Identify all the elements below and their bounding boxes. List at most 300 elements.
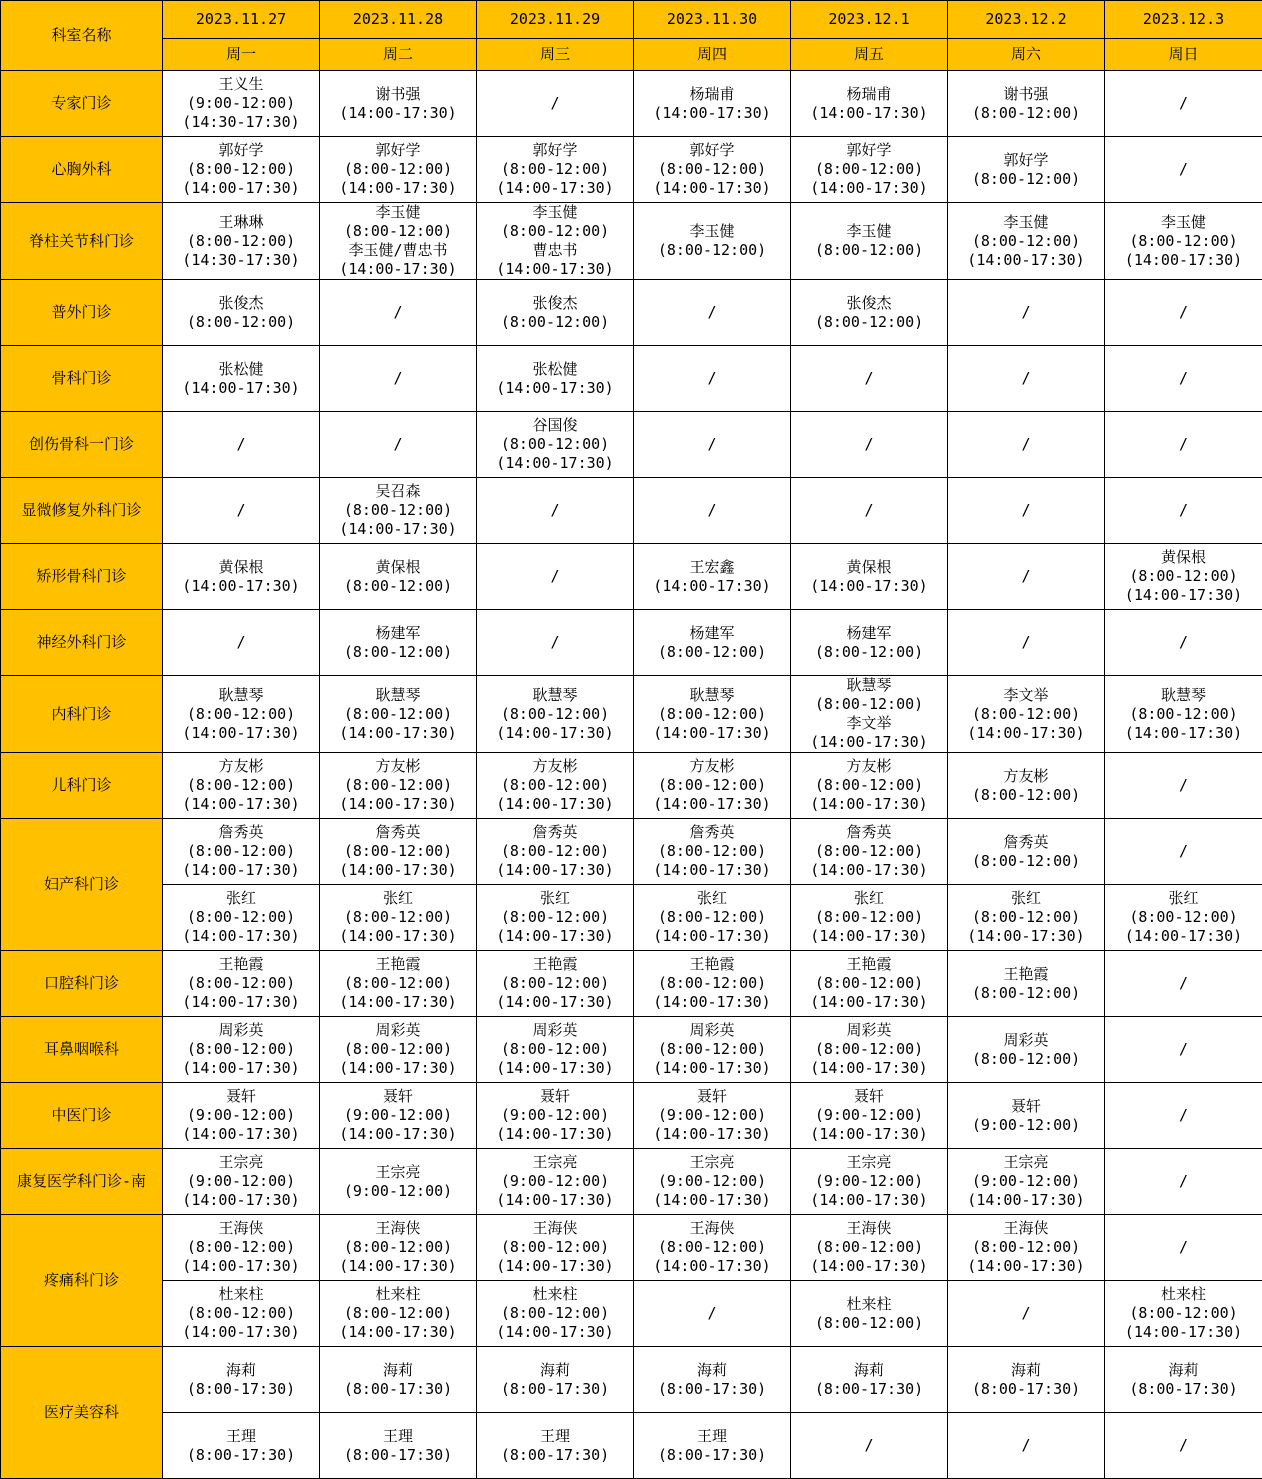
- doctor-or-empty-text: /: [948, 303, 1104, 322]
- schedule-cell: [477, 71, 634, 137]
- table-row: [1, 1347, 1262, 1413]
- weekday-header: 周六: [948, 39, 1105, 71]
- doctor-or-empty-text: 郭好学: [948, 151, 1104, 170]
- cell-line-text: (14:00-17:30): [163, 724, 319, 743]
- table-row: [1, 1215, 1262, 1281]
- cell-line-text: (14:00-17:30): [1105, 1323, 1262, 1342]
- cell-line-text: (8:00-12:00): [948, 705, 1104, 724]
- doctor-or-empty-text: /: [1105, 842, 1262, 861]
- doctor-or-empty-text: /: [1105, 501, 1262, 520]
- cell-line-text: (8:00-12:00): [477, 1304, 633, 1323]
- doctor-or-empty-text: 方友彬: [948, 767, 1104, 786]
- cell-line-text: (8:00-12:00): [791, 1238, 947, 1257]
- cell-line-text: (8:00-12:00): [791, 643, 947, 662]
- doctor-or-empty-text: 杨瑞甫: [634, 85, 790, 104]
- schedule-cell: [791, 280, 948, 346]
- cell-line-text: (14:00-17:30): [320, 104, 476, 123]
- doctor-or-empty-text: /: [1105, 160, 1262, 179]
- cell-line-text: (14:00-17:30): [320, 724, 476, 743]
- cell-line-text: (8:00-12:00): [791, 695, 947, 714]
- schedule-cell: [634, 951, 791, 1017]
- doctor-or-empty-text: /: [791, 435, 947, 454]
- schedule-cell: [320, 137, 477, 203]
- cell-line-text: (8:00-17:30): [163, 1380, 319, 1399]
- doctor-or-empty-text: 王宗亮: [791, 1153, 947, 1172]
- doctor-or-empty-text: 王海侠: [477, 1219, 633, 1238]
- schedule-cell: [320, 676, 477, 753]
- doctor-or-empty-text: /: [477, 567, 633, 586]
- cell-line-text: (14:00-17:30): [948, 1257, 1104, 1276]
- cell-line-text: (14:00-17:30): [634, 993, 790, 1012]
- schedule-cell: [163, 1347, 320, 1413]
- schedule-cell: [948, 951, 1105, 1017]
- cell-line-text: (14:00-17:30): [477, 1323, 633, 1342]
- schedule-cell: [477, 885, 634, 951]
- table-row: [1, 137, 1262, 203]
- schedule-cell: [163, 544, 320, 610]
- cell-line-text: (8:00-12:00): [948, 232, 1104, 251]
- schedule-cell: [948, 346, 1105, 412]
- cell-line-text: (14:00-17:30): [791, 179, 947, 198]
- schedule-cell: [477, 1017, 634, 1083]
- cell-line-text: (14:00-17:30): [791, 993, 947, 1012]
- doctor-or-empty-text: 詹秀英: [163, 823, 319, 842]
- schedule-cell: [320, 1215, 477, 1281]
- cell-line-text: (8:00-12:00): [477, 160, 633, 179]
- doctor-or-empty-text: 张红: [320, 889, 476, 908]
- cell-line-text: (8:00-12:00): [320, 908, 476, 927]
- table-row: [1, 478, 1262, 544]
- doctor-or-empty-text: 海莉: [948, 1361, 1104, 1380]
- cell-line-text: (8:00-12:00): [634, 776, 790, 795]
- cell-line-text: (8:00-12:00): [791, 776, 947, 795]
- doctor-or-empty-text: 郭好学: [791, 141, 947, 160]
- schedule-cell: [163, 1281, 320, 1347]
- schedule-cell: [634, 885, 791, 951]
- schedule-cell: [477, 610, 634, 676]
- cell-line-text: (8:00-12:00): [163, 232, 319, 251]
- cell-line-text: (14:00-17:30): [634, 1059, 790, 1078]
- doctor-or-empty-text: /: [1105, 94, 1262, 113]
- doctor-or-empty-text: 周彩英: [320, 1021, 476, 1040]
- doctor-or-empty-text: /: [1105, 1436, 1262, 1455]
- schedule-cell: [320, 346, 477, 412]
- doctor-or-empty-text: 张俊杰: [477, 294, 633, 313]
- cell-line-text: (8:00-12:00): [634, 842, 790, 861]
- department-name: 骨科门诊: [1, 346, 163, 412]
- weekday-header: 周三: [477, 39, 634, 71]
- cell-line-text: (14:00-17:30): [791, 1059, 947, 1078]
- schedule-cell: [163, 610, 320, 676]
- cell-line-text: (14:00-17:30): [634, 861, 790, 880]
- department-name: 普外门诊: [1, 280, 163, 346]
- schedule-cell: [320, 1413, 477, 1479]
- doctor-or-empty-text: 王海侠: [948, 1219, 1104, 1238]
- doctor-or-empty-text: 张松健: [163, 360, 319, 379]
- schedule-cell: [634, 1413, 791, 1479]
- department-name: 神经外科门诊: [1, 610, 163, 676]
- doctor-or-empty-text: 张红: [477, 889, 633, 908]
- cell-line-text: (8:00-12:00): [634, 643, 790, 662]
- cell-line-text: (9:00-12:00): [163, 1106, 319, 1125]
- doctor-or-empty-text: 王宗亮: [320, 1163, 476, 1182]
- schedule-cell: [948, 885, 1105, 951]
- cell-line-text: (8:00-12:00): [320, 842, 476, 861]
- schedule-cell: [163, 1149, 320, 1215]
- cell-line-text: (8:00-12:00): [477, 705, 633, 724]
- doctor-or-empty-text: 李玉健: [320, 203, 476, 222]
- doctor-or-empty-text: 周彩英: [791, 1021, 947, 1040]
- department-name: 口腔科门诊: [1, 951, 163, 1017]
- schedule-cell: [634, 478, 791, 544]
- table-row: [1, 1281, 1262, 1347]
- schedule-cell: [163, 885, 320, 951]
- doctor-or-empty-text: 李玉健: [791, 222, 947, 241]
- cell-line-text: (8:00-12:00): [163, 1040, 319, 1059]
- doctor-or-empty-text: 聂轩: [634, 1087, 790, 1106]
- doctor-or-empty-text: 周彩英: [477, 1021, 633, 1040]
- table-row: [1, 203, 1262, 280]
- table-row: [1, 676, 1262, 753]
- schedule-cell: [320, 819, 477, 885]
- doctor-or-empty-text: 张红: [163, 889, 319, 908]
- cell-line-text: (14:00-17:30): [1105, 927, 1262, 946]
- cell-line-text: (8:00-12:00): [477, 974, 633, 993]
- cell-line-text: (8:00-12:00): [477, 222, 633, 241]
- doctor-or-empty-text: 张红: [634, 889, 790, 908]
- table-row: [1, 1017, 1262, 1083]
- schedule-cell: [634, 610, 791, 676]
- doctor-or-empty-text: 王海侠: [791, 1219, 947, 1238]
- cell-line-text: (8:00-17:30): [320, 1446, 476, 1465]
- cell-line-text: (14:00-17:30): [791, 795, 947, 814]
- doctor-or-empty-text: /: [791, 369, 947, 388]
- doctor-or-empty-text: /: [320, 369, 476, 388]
- cell-line-text: (8:00-12:00): [320, 222, 476, 241]
- doctor-or-empty-text: 王琳琳: [163, 213, 319, 232]
- schedule-cell: [1105, 71, 1262, 137]
- table-row: [1, 885, 1262, 951]
- cell-line-text: (14:00-17:30): [320, 795, 476, 814]
- schedule-cell: [791, 1083, 948, 1149]
- schedule-cell: [791, 1149, 948, 1215]
- cell-line-text: (14:00-17:30): [163, 1323, 319, 1342]
- cell-line-text: (8:00-17:30): [1105, 1380, 1262, 1399]
- cell-line-text: (14:00-17:30): [948, 724, 1104, 743]
- doctor-or-empty-text: 李玉健: [1105, 213, 1262, 232]
- doctor-or-empty-text: 詹秀英: [948, 833, 1104, 852]
- doctor-or-empty-text: 杨瑞甫: [791, 85, 947, 104]
- schedule-cell: [634, 280, 791, 346]
- cell-line-text: (14:00-17:30): [791, 927, 947, 946]
- cell-line-text: (8:00-12:00): [320, 705, 476, 724]
- cell-line-text: (14:00-17:30): [163, 1191, 319, 1210]
- schedule-cell: [634, 412, 791, 478]
- doctor-or-empty-text: /: [320, 435, 476, 454]
- doctor-or-empty-text: 杨建军: [320, 624, 476, 643]
- cell-line-text: (14:00-17:30): [634, 1257, 790, 1276]
- department-name: 疼痛科门诊: [1, 1215, 163, 1347]
- schedule-cell: [477, 280, 634, 346]
- cell-line-text: (8:00-12:00): [320, 160, 476, 179]
- doctor-or-empty-text: /: [948, 1304, 1104, 1323]
- cell-line-text: (8:00-17:30): [791, 1380, 947, 1399]
- cell-line-text: (14:00-17:30): [320, 260, 476, 279]
- doctor-or-empty-text: 詹秀英: [791, 823, 947, 842]
- cell-line-text: (14:00-17:30): [163, 993, 319, 1012]
- doctor-or-empty-text: 耿慧琴: [320, 686, 476, 705]
- schedule-cell: [948, 819, 1105, 885]
- schedule-cell: [477, 1347, 634, 1413]
- cell-line-text: (8:00-17:30): [634, 1380, 790, 1399]
- cell-line-text: (14:00-17:30): [1105, 724, 1262, 743]
- schedule-cell: [948, 1413, 1105, 1479]
- schedule-cell: [163, 1413, 320, 1479]
- schedule-cell: [634, 819, 791, 885]
- cell-line-text: (14:00-17:30): [477, 795, 633, 814]
- schedule-cell: [477, 1083, 634, 1149]
- doctor-or-empty-text: 王艳霞: [634, 955, 790, 974]
- schedule-cell: [320, 1017, 477, 1083]
- cell-line-text: (8:00-12:00): [948, 170, 1104, 189]
- doctor-or-empty-text: /: [948, 567, 1104, 586]
- schedule-cell: [948, 412, 1105, 478]
- cell-line-text: (8:00-12:00): [791, 1314, 947, 1333]
- doctor-or-empty-text: 海莉: [634, 1361, 790, 1380]
- cell-line-text: (14:00-17:30): [477, 1125, 633, 1144]
- cell-line-text: (14:00-17:30): [320, 1125, 476, 1144]
- schedule-cell: [320, 1281, 477, 1347]
- cell-line-text: (8:00-12:00): [634, 1040, 790, 1059]
- doctor-or-empty-text: 谢书强: [948, 85, 1104, 104]
- schedule-cell: [163, 478, 320, 544]
- cell-line-text: (9:00-12:00): [477, 1106, 633, 1125]
- schedule-cell: [477, 544, 634, 610]
- schedule-cell: [1105, 1281, 1262, 1347]
- schedule-cell: [163, 1017, 320, 1083]
- schedule-cell: [791, 203, 948, 280]
- doctor-or-empty-text: 耿慧琴: [477, 686, 633, 705]
- doctor-or-empty-text: /: [1105, 974, 1262, 993]
- schedule-cell: [634, 753, 791, 819]
- schedule-cell: [1105, 951, 1262, 1017]
- schedule-cell: [948, 71, 1105, 137]
- schedule-cell: [1105, 137, 1262, 203]
- cell-line-text: (8:00-17:30): [320, 1380, 476, 1399]
- schedule-cell: [1105, 1083, 1262, 1149]
- doctor-or-empty-text: /: [791, 501, 947, 520]
- cell-line-text: (8:00-12:00): [948, 1238, 1104, 1257]
- department-name: 中医门诊: [1, 1083, 163, 1149]
- cell-line-text: (8:00-12:00): [477, 1040, 633, 1059]
- cell-line-text: (14:00-17:30): [634, 1191, 790, 1210]
- doctor-or-empty-text: /: [320, 303, 476, 322]
- doctor-or-empty-text: /: [948, 435, 1104, 454]
- doctor-or-empty-text: 郭好学: [320, 141, 476, 160]
- doctor-or-empty-text: /: [1105, 1238, 1262, 1257]
- department-name: 心胸外科: [1, 137, 163, 203]
- cell-line-text: (8:00-12:00): [163, 908, 319, 927]
- cell-line-text: (14:00-17:30): [477, 993, 633, 1012]
- schedule-cell: [791, 951, 948, 1017]
- doctor-or-empty-text: /: [634, 1304, 790, 1323]
- schedule-cell: [948, 203, 1105, 280]
- table-row: [1, 71, 1262, 137]
- schedule-cell: [163, 412, 320, 478]
- cell-line-text: (8:00-12:00): [163, 160, 319, 179]
- schedule-cell: [634, 1149, 791, 1215]
- doctor-or-empty-text: 黄保根: [320, 558, 476, 577]
- doctor-or-empty-text: 杜来柱: [1105, 1285, 1262, 1304]
- schedule-cell: [791, 753, 948, 819]
- cell-line-text: (8:00-12:00): [320, 974, 476, 993]
- doctor-or-empty-text: 方友彬: [477, 757, 633, 776]
- doctor-or-empty-text: /: [1105, 776, 1262, 795]
- schedule-cell: [163, 280, 320, 346]
- cell-line-text: (9:00-12:00): [163, 94, 319, 113]
- schedule-cell: [948, 1281, 1105, 1347]
- cell-line-text: (14:00-17:30): [791, 1125, 947, 1144]
- department-name: 耳鼻咽喉科: [1, 1017, 163, 1083]
- schedule-cell: [1105, 610, 1262, 676]
- doctor-or-empty-text: 耿慧琴: [791, 676, 947, 695]
- schedule-cell: [791, 1281, 948, 1347]
- schedule-cell: [791, 610, 948, 676]
- schedule-cell: [634, 1017, 791, 1083]
- schedule-cell: [948, 137, 1105, 203]
- date-header: 2023.12.1: [791, 1, 948, 39]
- cell-line-text: (14:00-17:30): [948, 251, 1104, 270]
- cell-line-text: (8:00-12:00): [1105, 705, 1262, 724]
- schedule-cell: [948, 1347, 1105, 1413]
- cell-line-text: (14:00-17:30): [320, 520, 476, 539]
- cell-line-text: (14:00-17:30): [163, 1125, 319, 1144]
- cell-line-text: (14:00-17:30): [791, 1257, 947, 1276]
- cell-line-text: (14:00-17:30): [477, 454, 633, 473]
- cell-line-text: (8:00-12:00): [477, 1238, 633, 1257]
- schedule-cell: [163, 1215, 320, 1281]
- doctor-or-empty-text: 王宗亮: [948, 1153, 1104, 1172]
- date-header-row: [1, 1, 1262, 39]
- doctor-or-empty-text: /: [477, 94, 633, 113]
- cell-line-text: (8:00-12:00): [634, 241, 790, 260]
- cell-line-text: (14:00-17:30): [477, 927, 633, 946]
- cell-line-text: (14:00-17:30): [163, 1257, 319, 1276]
- weekday-header: 周四: [634, 39, 791, 71]
- schedule-cell: [1105, 478, 1262, 544]
- doctor-or-empty-text: /: [948, 633, 1104, 652]
- schedule-cell: [320, 1347, 477, 1413]
- cell-line-text: (14:00-17:30): [634, 179, 790, 198]
- table-row: [1, 544, 1262, 610]
- doctor-or-empty-text: 李玉健: [948, 213, 1104, 232]
- doctor-or-empty-text: 王艳霞: [477, 955, 633, 974]
- doctor-or-empty-text: 海莉: [320, 1361, 476, 1380]
- cell-line-text: (14:00-17:30): [634, 927, 790, 946]
- doctor-or-empty-text: 王艳霞: [791, 955, 947, 974]
- schedule-cell: [320, 280, 477, 346]
- cell-line-text: (14:00-17:30): [320, 927, 476, 946]
- schedule-cell: [948, 1083, 1105, 1149]
- doctor-or-empty-text: 郭好学: [163, 141, 319, 160]
- weekday-header: 周一: [163, 39, 320, 71]
- cell-line-text: (8:00-12:00): [791, 241, 947, 260]
- schedule-cell: [1105, 346, 1262, 412]
- cell-line-text: (14:00-17:30): [948, 1191, 1104, 1210]
- doctor-or-empty-text: /: [1105, 1172, 1262, 1191]
- cell-line-text: (8:00-12:00): [791, 908, 947, 927]
- date-header: 2023.11.29: [477, 1, 634, 39]
- doctor-or-empty-text: 李文举: [948, 686, 1104, 705]
- department-name: 医疗美容科: [1, 1347, 163, 1479]
- cell-line-text: (9:00-12:00): [634, 1106, 790, 1125]
- department-name: 矫形骨科门诊: [1, 544, 163, 610]
- schedule-cell: [634, 1215, 791, 1281]
- table-row: [1, 610, 1262, 676]
- cell-line-text: 李文举: [791, 714, 947, 733]
- cell-line-text: (14:30-17:30): [163, 113, 319, 132]
- cell-line-text: (9:00-12:00): [163, 1172, 319, 1191]
- cell-line-text: (14:00-17:30): [477, 1191, 633, 1210]
- schedule-cell: [1105, 1215, 1262, 1281]
- doctor-or-empty-text: /: [1105, 369, 1262, 388]
- cell-line-text: (8:00-12:00): [163, 842, 319, 861]
- table-row: [1, 1083, 1262, 1149]
- doctor-or-empty-text: 王理: [163, 1427, 319, 1446]
- schedule-cell: [477, 412, 634, 478]
- schedule-cell: [634, 1347, 791, 1413]
- doctor-or-empty-text: /: [477, 501, 633, 520]
- cell-line-text: (8:00-12:00): [1105, 908, 1262, 927]
- schedule-cell: [477, 478, 634, 544]
- cell-line-text: (8:00-12:00): [163, 974, 319, 993]
- schedule-cell: [634, 544, 791, 610]
- cell-line-text: (14:00-17:30): [163, 577, 319, 596]
- doctor-or-empty-text: 聂轩: [320, 1087, 476, 1106]
- cell-line-text: (8:00-12:00): [791, 313, 947, 332]
- date-header: 2023.12.3: [1105, 1, 1262, 39]
- schedule-cell: [477, 1149, 634, 1215]
- cell-line-text: (8:00-12:00): [163, 1304, 319, 1323]
- cell-line-text: (14:00-17:30): [477, 179, 633, 198]
- cell-line-text: (8:00-12:00): [948, 786, 1104, 805]
- doctor-or-empty-text: 聂轩: [163, 1087, 319, 1106]
- doctor-or-empty-text: 谷国俊: [477, 416, 633, 435]
- schedule-cell: [634, 71, 791, 137]
- doctor-or-empty-text: 杜来柱: [477, 1285, 633, 1304]
- schedule-cell: [948, 478, 1105, 544]
- schedule-cell: [634, 203, 791, 280]
- cell-line-text: (8:00-12:00): [163, 1238, 319, 1257]
- doctor-or-empty-text: 黄保根: [163, 558, 319, 577]
- doctor-or-empty-text: 耿慧琴: [634, 686, 790, 705]
- doctor-or-empty-text: 郭好学: [477, 141, 633, 160]
- schedule-cell: [320, 544, 477, 610]
- table-row: [1, 346, 1262, 412]
- doctor-or-empty-text: 杜来柱: [320, 1285, 476, 1304]
- cell-line-text: (8:00-12:00): [320, 1040, 476, 1059]
- cell-line-text: (14:00-17:30): [163, 379, 319, 398]
- doctor-or-empty-text: 耿慧琴: [163, 686, 319, 705]
- schedule-cell: [477, 346, 634, 412]
- cell-line-text: (8:00-17:30): [163, 1446, 319, 1465]
- doctor-or-empty-text: 方友彬: [320, 757, 476, 776]
- cell-line-text: (8:00-12:00): [477, 313, 633, 332]
- schedule-cell: [477, 1281, 634, 1347]
- schedule-cell: [1105, 1413, 1262, 1479]
- schedule-cell: [163, 753, 320, 819]
- schedule-cell: [791, 1215, 948, 1281]
